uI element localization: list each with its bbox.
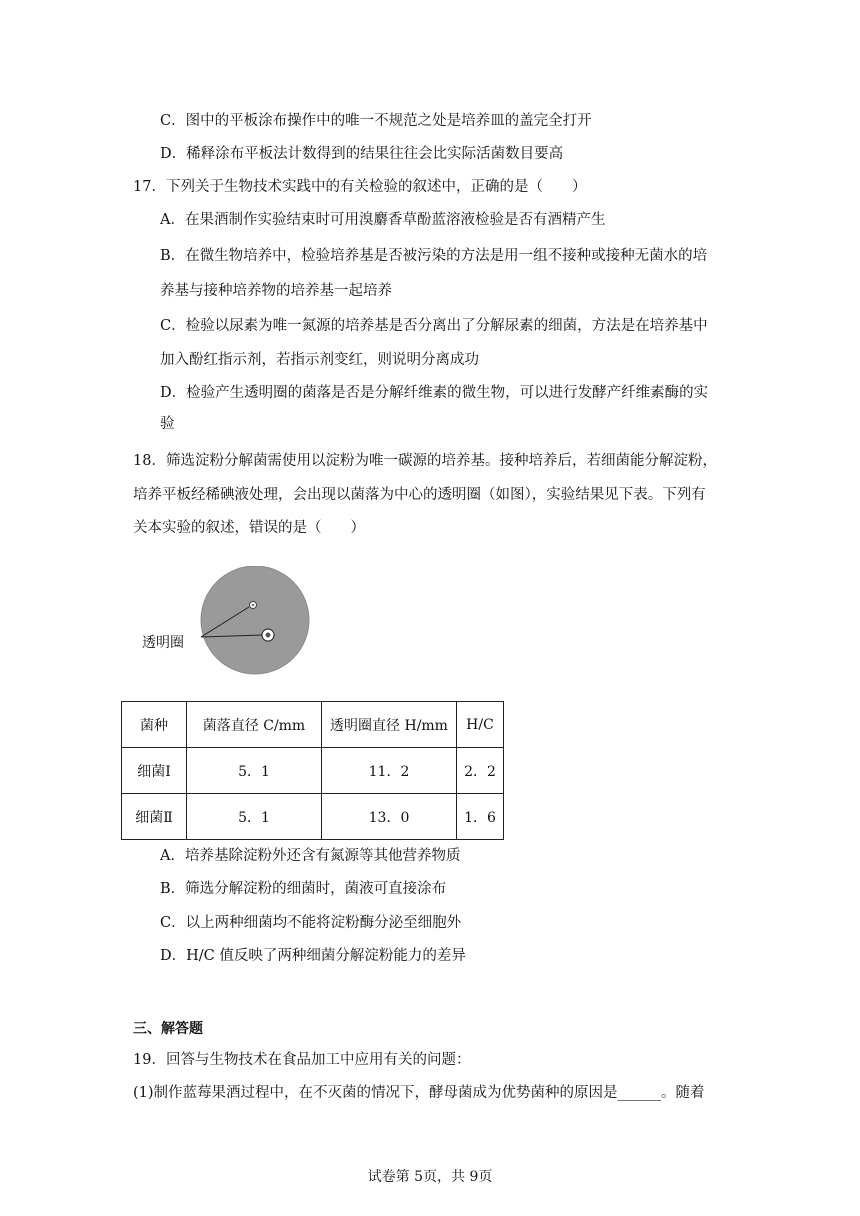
- q18-option-c: C．以上两种细菌均不能将淀粉酶分泌至细胞外: [160, 915, 462, 931]
- table-cell: 13．0: [322, 794, 457, 840]
- culture-plate-figure: [130, 566, 330, 676]
- table-cell: 1．6: [457, 794, 504, 840]
- table-header-row: [122, 702, 504, 748]
- table-row: [122, 748, 504, 794]
- table-cell: 2．2: [457, 748, 504, 794]
- q17-option-d-line1: D．检验产生透明圈的菌落是否是分解纤维素的微生物，可以进行发酵产纤维素酶的实: [160, 385, 709, 401]
- table-cell: 5．1: [187, 748, 322, 794]
- q18-stem-line2: 培养平板经稀碘液处理，会出现以菌落为中心的透明圈（如图），实验结果见下表。下列有: [133, 487, 706, 503]
- table-header: H/C: [457, 702, 504, 748]
- table-cell: 细菌Ⅰ: [122, 748, 187, 794]
- q19-part1: (1)制作蓝莓果酒过程中，在不灭菌的情况下，酵母菌成为优势菌种的原因是______。随着: [133, 1085, 705, 1101]
- table-cell: 细菌Ⅱ: [122, 794, 187, 840]
- table-header: 透明圈直径 H/mm: [322, 702, 457, 748]
- q18-stem-line3: 关本实验的叙述，错误的是（ ）: [133, 520, 365, 536]
- q17-option-d-line2: 验: [160, 416, 175, 432]
- table-cell: 11．2: [322, 748, 457, 794]
- q18-option-a: A．培养基除淀粉外还含有氮源等其他营养物质: [160, 848, 461, 864]
- small-colony: [252, 604, 255, 607]
- page-footer: 试卷第 5页，共 9页: [367, 1169, 493, 1185]
- q17-option-b-line2: 养基与接种培养物的培养基一起培养: [160, 283, 392, 299]
- q17-stem: 17．下列关于生物技术实践中的有关检验的叙述中，正确的是（ ）: [133, 179, 587, 195]
- q18-option-d: D．H/C 值反映了两种细菌分解淀粉能力的差异: [160, 948, 466, 964]
- q16-option-d: D．稀释涂布平板法计数得到的结果往往会比实际活菌数目要高: [160, 146, 564, 162]
- figure-label: 透明圈: [142, 635, 184, 651]
- table-header: 菌种: [122, 702, 187, 748]
- q18-stem-line1: 18．筛选淀粉分解菌需使用以淀粉为唯一碳源的培养基。接种培养后，若细菌能分解淀粉，: [133, 453, 717, 469]
- q19-stem: 19．回答与生物技术在食品加工中应用有关的问题：: [133, 1052, 471, 1068]
- large-colony: [266, 633, 271, 638]
- q17-option-b-line1: B．在微生物培养中，检验培养基是否被污染的方法是用一组不接种或接种无菌水的培: [160, 248, 708, 264]
- q17-option-c-line2: 加入酚红指示剂，若指示剂变红，则说明分离成功: [160, 352, 479, 368]
- q18-option-b: B．筛选分解淀粉的细菌时，菌液可直接涂布: [160, 881, 447, 897]
- culture-plate: [201, 566, 309, 674]
- results-table: [121, 701, 504, 840]
- q17-option-c-line1: C．检验以尿素为唯一氮源的培养基是否分离出了分解尿素的细菌，方法是在培养基中: [160, 318, 708, 334]
- table-header: 菌落直径 C/mm: [187, 702, 322, 748]
- section-heading: 三、解答题: [133, 1021, 203, 1037]
- q17-option-a: A．在果酒制作实验结束时可用溴麝香草酚蓝溶液检验是否有酒精产生: [160, 212, 606, 228]
- table-cell: 5．1: [187, 794, 322, 840]
- q16-option-c: C．图中的平板涂布操作中的唯一不规范之处是培养皿的盖完全打开: [160, 113, 592, 129]
- table-row: [122, 794, 504, 840]
